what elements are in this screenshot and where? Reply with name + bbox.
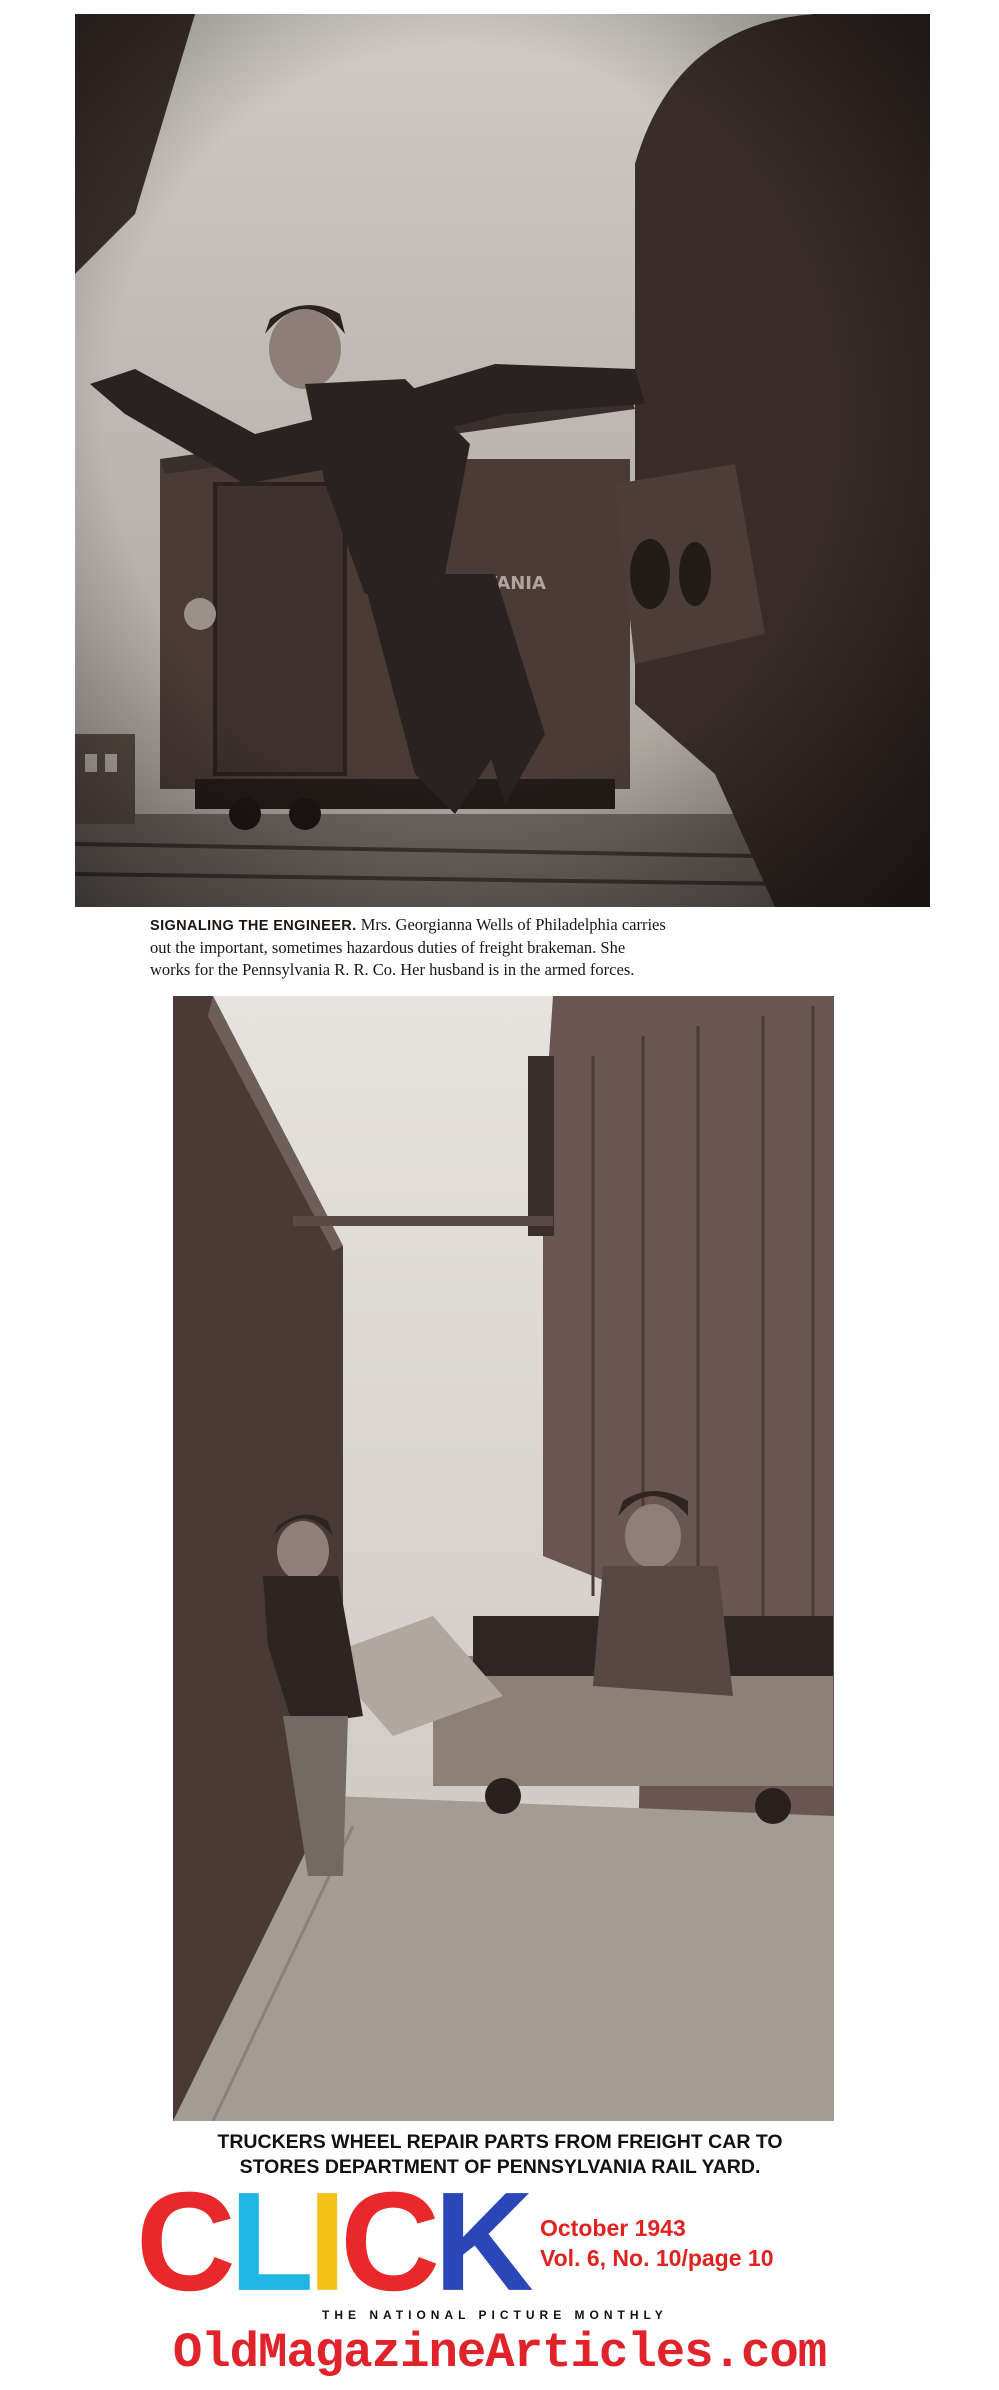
issue-volume: Vol. 6, No. 10/page 10 — [540, 2245, 774, 2271]
site-name: OldMagazineArticles.com — [172, 2325, 827, 2381]
click-letter-i: I — [307, 2163, 341, 2321]
masthead-tagline: THE NATIONAL PICTURE MONTHLY — [322, 2308, 668, 2322]
click-letter-l: L — [229, 2163, 308, 2321]
issue-date: October 1943 — [540, 2215, 686, 2241]
truckers-illustration — [173, 996, 834, 2121]
photo-truckers — [173, 996, 834, 2121]
caption-brakeman-lead: SIGNALING THE ENGINEER. — [150, 918, 357, 934]
caption-truckers-line-1: TRUCKERS WHEEL REPAIR PARTS FROM FREIGHT CAR TO — [217, 2131, 783, 2153]
caption-brakeman — [150, 914, 932, 981]
click-letter-c: C — [136, 2163, 230, 2321]
click-letter-c2: C — [340, 2163, 434, 2321]
caption-brakeman-text-1: Mrs. Georgianna Wells of Philadelphia carries — [356, 915, 666, 934]
photo-brakeman — [75, 14, 930, 907]
click-letter-k: K — [433, 2163, 528, 2321]
caption-brakeman-line-2: out the important, sometimes hazardous duties of freight brakeman. She — [150, 938, 626, 957]
caption-brakeman-line-3: works for the Pennsylvania R. R. Co. Her husband is in the armed forces. — [150, 960, 635, 979]
caption-truckers-line-2: STORES DEPARTMENT OF PENNSYLVANIA RAIL YARD. — [239, 2156, 761, 2178]
caption-brakeman-line-1 — [150, 914, 932, 937]
brakeman-illustration — [75, 14, 930, 907]
issue-info — [540, 2213, 774, 2273]
